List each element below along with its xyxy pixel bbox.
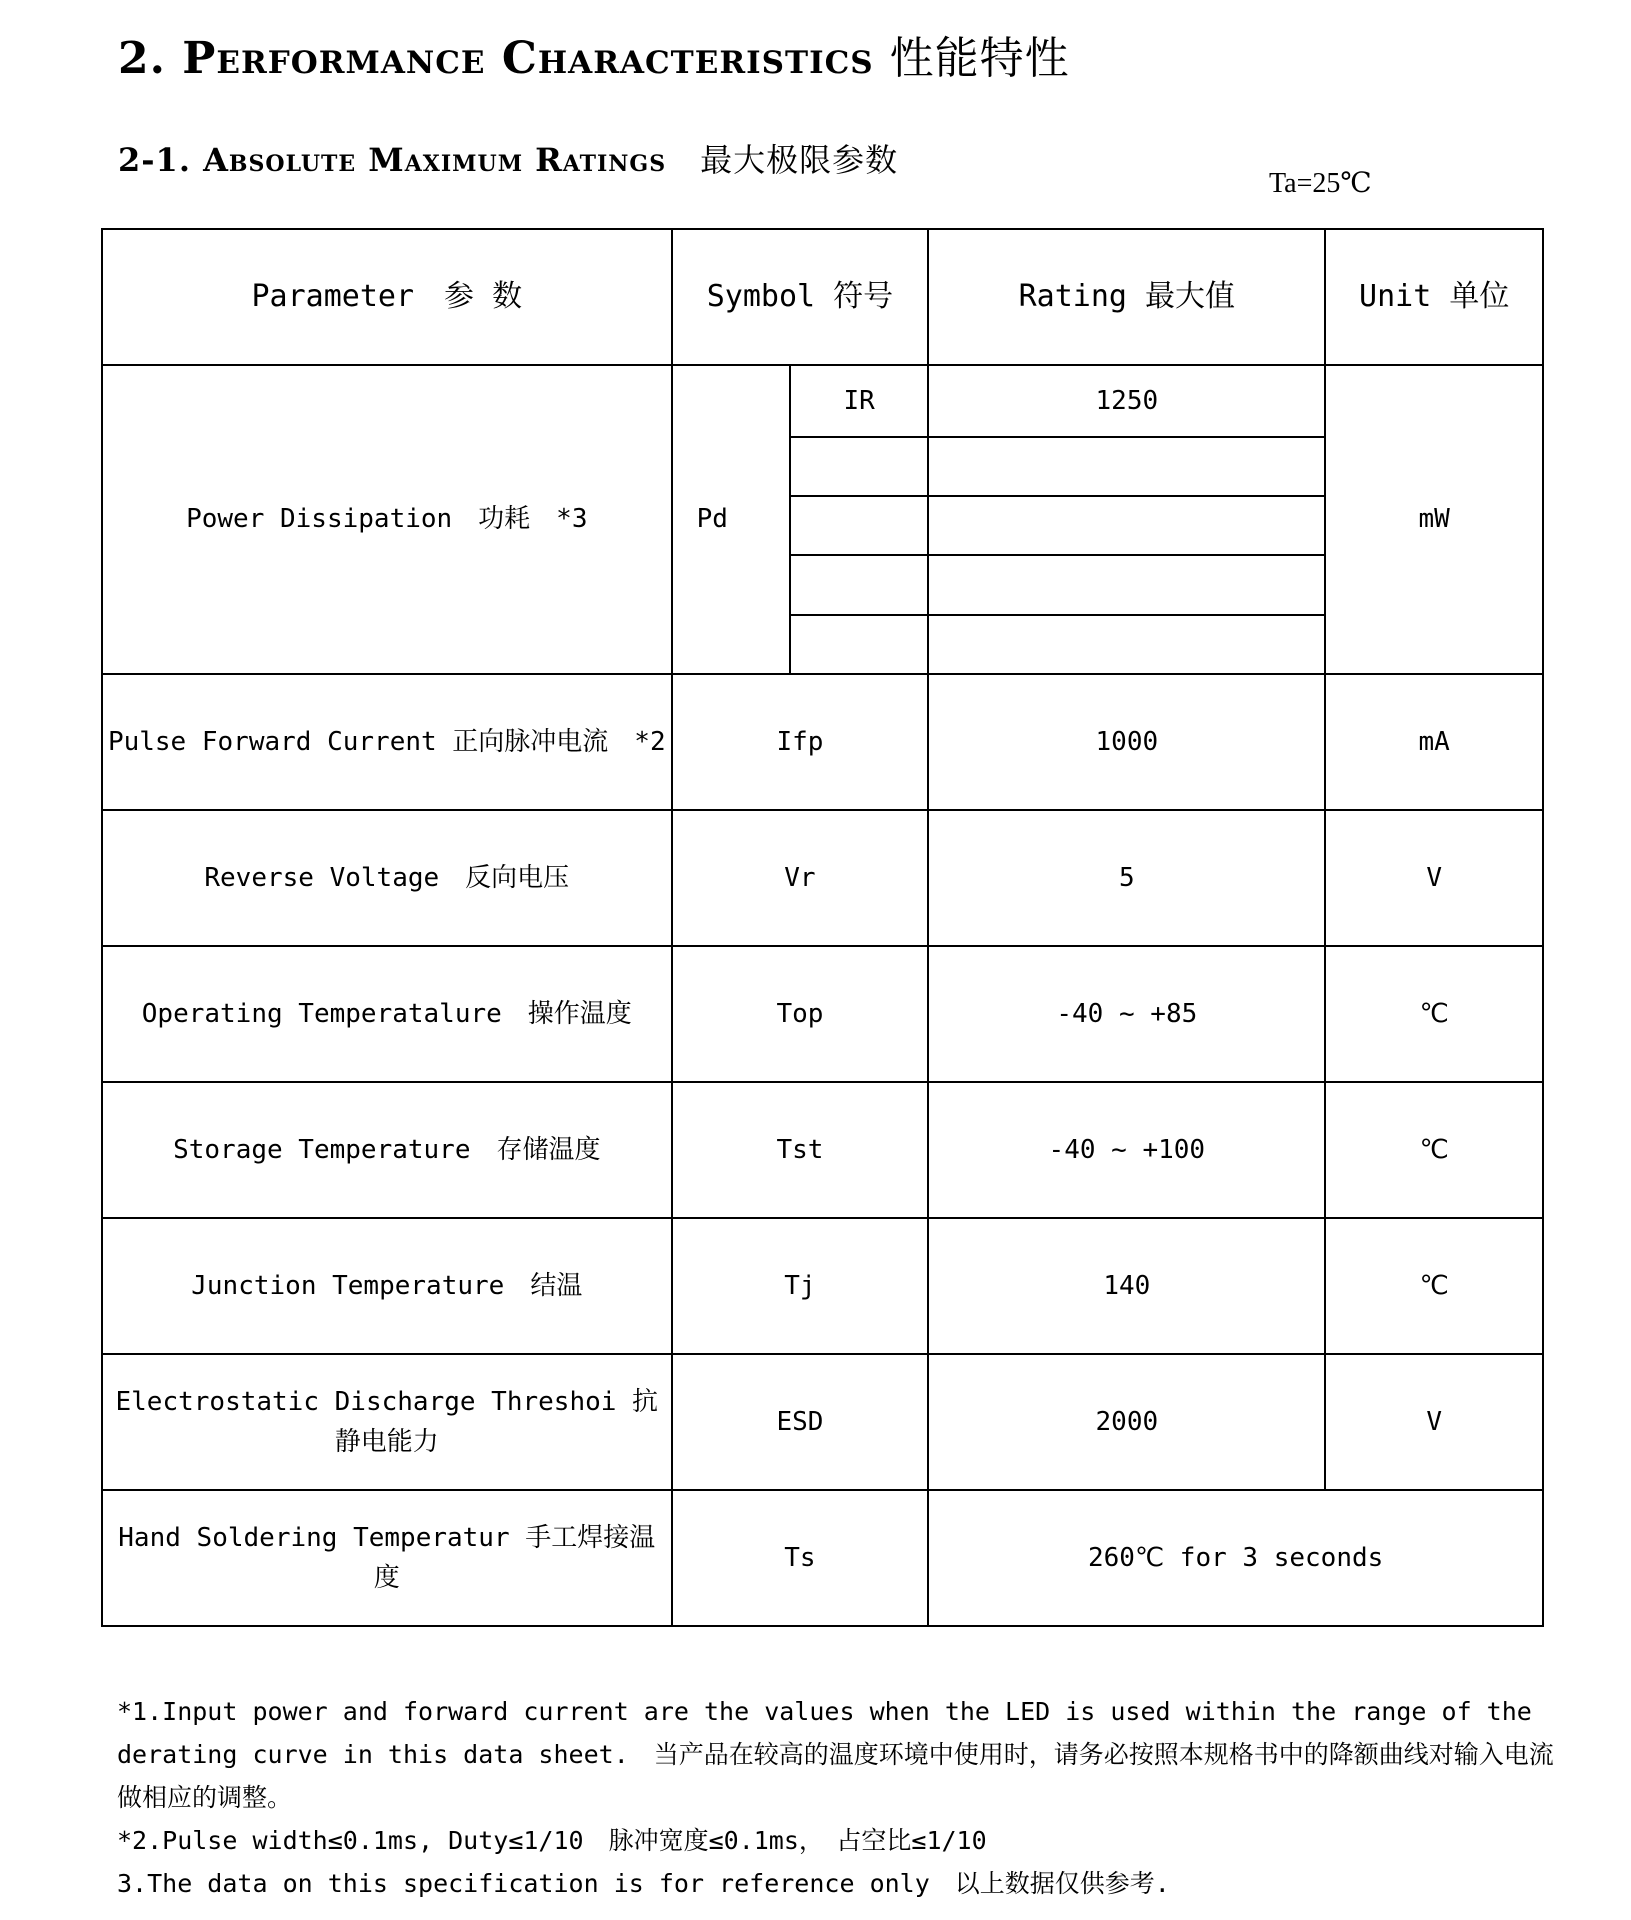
header-unit: Unit 单位	[1325, 229, 1543, 365]
cell-symbol: ESD	[672, 1354, 929, 1490]
page-title-en: 2. Performance Characteristics	[118, 33, 874, 84]
table-row	[102, 1218, 1543, 1354]
cell-subsymbol	[790, 555, 928, 615]
table-row	[102, 1490, 1543, 1626]
cell-symbol: Vr	[672, 810, 929, 946]
cell-symbol: Ifp	[672, 674, 929, 810]
cell-subsymbol: IR	[790, 365, 928, 437]
page-title-cn: 性能特性	[889, 33, 1070, 84]
cell-rating: 5	[928, 810, 1325, 946]
footnotes	[117, 1690, 1567, 1905]
cell-subsymbol	[790, 437, 928, 496]
cell-unit: ℃	[1325, 946, 1543, 1082]
cell-rating: 1250	[928, 365, 1325, 437]
cell-unit: mA	[1325, 674, 1543, 810]
cell-parameter: Junction Temperature 结温	[102, 1218, 672, 1354]
cell-rating: 260℃ for 3 seconds	[928, 1490, 1543, 1626]
ratings-table	[101, 228, 1544, 1627]
cell-rating: 2000	[928, 1354, 1325, 1490]
cell-unit: mW	[1325, 365, 1543, 674]
header-symbol: Symbol 符号	[672, 229, 929, 365]
section-title-cn: 最大极限参数	[700, 141, 899, 179]
table-row	[102, 946, 1543, 1082]
footnote-3: 3.The data on this specification is for reference only 以上数据仅供参考.	[117, 1869, 1170, 1898]
table-row	[102, 674, 1543, 810]
cell-symbol: Pd	[672, 365, 790, 674]
cell-parameter: Operating Temperatalure 操作温度	[102, 946, 672, 1082]
cell-subsymbol	[790, 615, 928, 674]
section-title-en: 2-1. Absolute Maximum Ratings	[118, 141, 667, 179]
page-title	[118, 22, 1070, 86]
cell-unit: V	[1325, 810, 1543, 946]
cell-rating: -40 ~ +85	[928, 946, 1325, 1082]
ambient-condition: Ta=25℃	[1269, 168, 1372, 199]
table-row	[102, 365, 1543, 437]
cell-rating: 140	[928, 1218, 1325, 1354]
cell-rating	[928, 555, 1325, 615]
table-header-row	[102, 229, 1543, 365]
cell-symbol: Tst	[672, 1082, 929, 1218]
cell-parameter: Reverse Voltage 反向电压	[102, 810, 672, 946]
footnote-2: *2.Pulse width≤0.1ms, Duty≤1/10 脉冲宽度≤0.1ms， 占空比≤1/10	[117, 1826, 987, 1855]
cell-unit: ℃	[1325, 1218, 1543, 1354]
cell-symbol: Ts	[672, 1490, 929, 1626]
cell-rating	[928, 615, 1325, 674]
cell-unit: ℃	[1325, 1082, 1543, 1218]
cell-subsymbol	[790, 496, 928, 555]
table-row	[102, 1354, 1543, 1490]
cell-rating: 1000	[928, 674, 1325, 810]
cell-parameter: Power Dissipation 功耗 *3	[102, 365, 672, 674]
cell-rating	[928, 437, 1325, 496]
header-rating: Rating 最大值	[928, 229, 1325, 365]
cell-symbol: Top	[672, 946, 929, 1082]
header-parameter: Parameter 参 数	[102, 229, 672, 365]
cell-rating	[928, 496, 1325, 555]
section-title	[118, 135, 898, 181]
cell-parameter: Pulse Forward Current 正向脉冲电流 *2	[102, 674, 672, 810]
footnote-1: *1.Input power and forward current are the values when the LED is used within the range of the derating curve in this data sheet. 当产品在较高的温度环境中使用时，请务必按照本规格书中的降额曲线对输入电流做相应的调整。	[117, 1697, 1554, 1812]
cell-symbol: Tj	[672, 1218, 929, 1354]
table-row	[102, 1082, 1543, 1218]
cell-parameter: Electrostatic Discharge Threshoi 抗静电能力	[102, 1354, 672, 1490]
cell-parameter: Storage Temperature 存储温度	[102, 1082, 672, 1218]
cell-unit: V	[1325, 1354, 1543, 1490]
cell-parameter: Hand Soldering Temperatur 手工焊接温度	[102, 1490, 672, 1626]
table-row	[102, 810, 1543, 946]
cell-rating: -40 ~ +100	[928, 1082, 1325, 1218]
